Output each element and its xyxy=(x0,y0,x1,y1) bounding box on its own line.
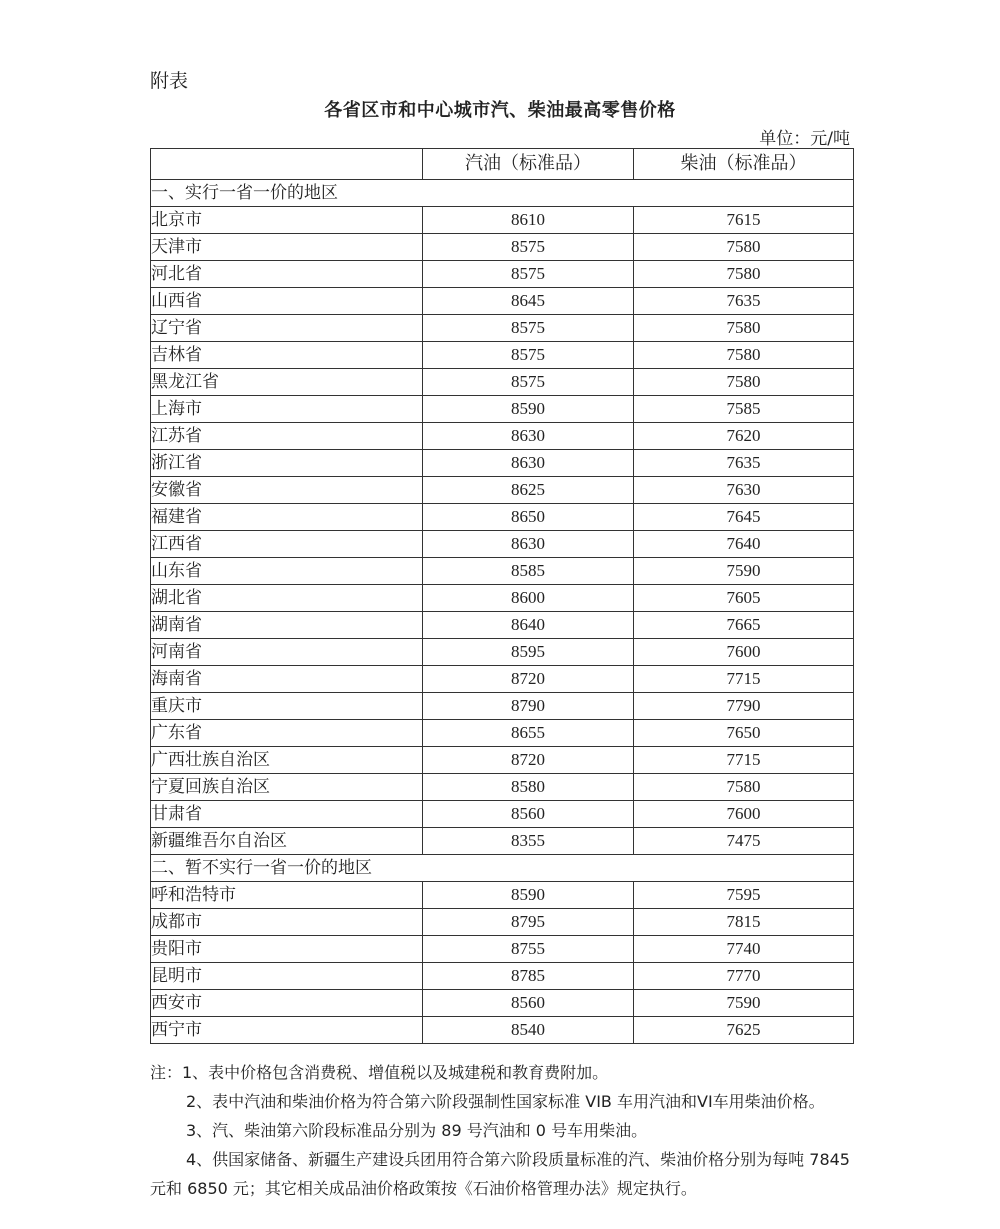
gasoline-price-cell: 8580 xyxy=(423,774,634,801)
region-cell: 山西省 xyxy=(151,288,423,315)
diesel-price-cell: 7475 xyxy=(634,828,854,855)
table-row xyxy=(151,639,854,666)
region-cell: 甘肃省 xyxy=(151,801,423,828)
diesel-price-cell: 7600 xyxy=(634,801,854,828)
region-cell: 新疆维吾尔自治区 xyxy=(151,828,423,855)
table-row xyxy=(151,234,854,261)
note-4: 4、供国家储备、新疆生产建设兵团用符合第六阶段质量标准的汽、柴油价格分别为每吨 7845 元和 6850 元；其它相关成品油价格政策按《石油价格管理办法》规定执行。 xyxy=(150,1150,850,1198)
diesel-price-cell: 7605 xyxy=(634,585,854,612)
table-row xyxy=(151,963,854,990)
gasoline-price-cell: 8785 xyxy=(423,963,634,990)
region-cell: 广西壮族自治区 xyxy=(151,747,423,774)
table-row xyxy=(151,450,854,477)
diesel-price-cell: 7580 xyxy=(634,369,854,396)
table-row xyxy=(151,828,854,855)
region-cell: 北京市 xyxy=(151,207,423,234)
diesel-price-cell: 7630 xyxy=(634,477,854,504)
diesel-price-cell: 7770 xyxy=(634,963,854,990)
region-cell: 福建省 xyxy=(151,504,423,531)
gasoline-price-cell: 8585 xyxy=(423,558,634,585)
region-cell: 浙江省 xyxy=(151,450,423,477)
region-cell: 山东省 xyxy=(151,558,423,585)
gasoline-price-cell: 8560 xyxy=(423,801,634,828)
diesel-price-cell: 7650 xyxy=(634,720,854,747)
gasoline-price-cell: 8560 xyxy=(423,990,634,1017)
diesel-price-cell: 7595 xyxy=(634,882,854,909)
table-row xyxy=(151,504,854,531)
diesel-price-cell: 7580 xyxy=(634,774,854,801)
region-cell: 西安市 xyxy=(151,990,423,1017)
diesel-price-cell: 7640 xyxy=(634,531,854,558)
table-row xyxy=(151,477,854,504)
appendix-label: 附表 xyxy=(150,70,189,92)
table-row xyxy=(151,585,854,612)
diesel-price-cell: 7790 xyxy=(634,693,854,720)
region-cell: 湖南省 xyxy=(151,612,423,639)
diesel-price-cell: 7635 xyxy=(634,450,854,477)
diesel-price-cell: 7715 xyxy=(634,747,854,774)
diesel-price-cell: 7590 xyxy=(634,558,854,585)
region-cell: 安徽省 xyxy=(151,477,423,504)
gasoline-price-cell: 8645 xyxy=(423,288,634,315)
diesel-price-cell: 7620 xyxy=(634,423,854,450)
region-cell: 海南省 xyxy=(151,666,423,693)
gasoline-price-cell: 8640 xyxy=(423,612,634,639)
table-body xyxy=(151,180,854,1044)
region-cell: 贵阳市 xyxy=(151,936,423,963)
gasoline-price-cell: 8575 xyxy=(423,342,634,369)
gasoline-price-cell: 8540 xyxy=(423,1017,634,1044)
region-cell: 重庆市 xyxy=(151,693,423,720)
table-row xyxy=(151,774,854,801)
table-row xyxy=(151,936,854,963)
diesel-price-cell: 7645 xyxy=(634,504,854,531)
table-row xyxy=(151,288,854,315)
diesel-price-cell: 7615 xyxy=(634,207,854,234)
table-row xyxy=(151,990,854,1017)
region-cell: 江苏省 xyxy=(151,423,423,450)
region-cell: 上海市 xyxy=(151,396,423,423)
header-diesel: 柴油（标准品） xyxy=(634,149,854,180)
table-header-row xyxy=(151,149,854,180)
table-row xyxy=(151,693,854,720)
table-row xyxy=(151,396,854,423)
region-cell: 成都市 xyxy=(151,909,423,936)
gasoline-price-cell: 8575 xyxy=(423,261,634,288)
diesel-price-cell: 7815 xyxy=(634,909,854,936)
region-cell: 黑龙江省 xyxy=(151,369,423,396)
table-row xyxy=(151,612,854,639)
section-row xyxy=(151,855,854,882)
diesel-price-cell: 7665 xyxy=(634,612,854,639)
region-cell: 西宁市 xyxy=(151,1017,423,1044)
gasoline-price-cell: 8575 xyxy=(423,369,634,396)
section-label: 二、暂不实行一省一价的地区 xyxy=(151,855,854,882)
note-2: 2、表中汽油和柴油价格为符合第六阶段强制性国家标准 VIB 车用汽油和VI车用柴油价格。 xyxy=(186,1092,825,1111)
gasoline-price-cell: 8630 xyxy=(423,531,634,558)
note-3: 3、汽、柴油第六阶段标准品分别为 89 号汽油和 0 号车用柴油。 xyxy=(186,1121,648,1140)
table-row xyxy=(151,531,854,558)
unit-label: 单位：元/吨 xyxy=(759,129,850,149)
diesel-price-cell: 7715 xyxy=(634,666,854,693)
note-1: 注：1、表中价格包含消费税、增值税以及城建税和教育费附加。 xyxy=(150,1063,609,1082)
gasoline-price-cell: 8610 xyxy=(423,207,634,234)
gasoline-price-cell: 8795 xyxy=(423,909,634,936)
region-cell: 辽宁省 xyxy=(151,315,423,342)
region-cell: 河北省 xyxy=(151,261,423,288)
header-region xyxy=(151,149,423,180)
gasoline-price-cell: 8655 xyxy=(423,720,634,747)
diesel-price-cell: 7600 xyxy=(634,639,854,666)
gasoline-price-cell: 8595 xyxy=(423,639,634,666)
notes xyxy=(150,1058,855,1203)
gasoline-price-cell: 8720 xyxy=(423,666,634,693)
diesel-price-cell: 7585 xyxy=(634,396,854,423)
table-row xyxy=(151,207,854,234)
document-title: 各省区市和中心城市汽、柴油最高零售价格 xyxy=(324,100,676,121)
diesel-price-cell: 7580 xyxy=(634,261,854,288)
gasoline-price-cell: 8630 xyxy=(423,423,634,450)
table-row xyxy=(151,882,854,909)
gasoline-price-cell: 8600 xyxy=(423,585,634,612)
diesel-price-cell: 7740 xyxy=(634,936,854,963)
table-row xyxy=(151,315,854,342)
gasoline-price-cell: 8755 xyxy=(423,936,634,963)
table-row xyxy=(151,666,854,693)
gasoline-price-cell: 8790 xyxy=(423,693,634,720)
region-cell: 昆明市 xyxy=(151,963,423,990)
table-row xyxy=(151,558,854,585)
table-row xyxy=(151,369,854,396)
region-cell: 天津市 xyxy=(151,234,423,261)
diesel-price-cell: 7625 xyxy=(634,1017,854,1044)
table-row xyxy=(151,342,854,369)
diesel-price-cell: 7580 xyxy=(634,342,854,369)
diesel-price-cell: 7590 xyxy=(634,990,854,1017)
diesel-price-cell: 7635 xyxy=(634,288,854,315)
section-row xyxy=(151,180,854,207)
gasoline-price-cell: 8575 xyxy=(423,234,634,261)
section-label: 一、实行一省一价的地区 xyxy=(151,180,854,207)
gasoline-price-cell: 8590 xyxy=(423,882,634,909)
table-row xyxy=(151,720,854,747)
table-row xyxy=(151,261,854,288)
gasoline-price-cell: 8590 xyxy=(423,396,634,423)
region-cell: 河南省 xyxy=(151,639,423,666)
table-row xyxy=(151,801,854,828)
region-cell: 广东省 xyxy=(151,720,423,747)
region-cell: 宁夏回族自治区 xyxy=(151,774,423,801)
gasoline-price-cell: 8720 xyxy=(423,747,634,774)
gasoline-price-cell: 8625 xyxy=(423,477,634,504)
region-cell: 江西省 xyxy=(151,531,423,558)
table-row xyxy=(151,747,854,774)
header-gasoline: 汽油（标准品） xyxy=(423,149,634,180)
table-row xyxy=(151,1017,854,1044)
table-row xyxy=(151,423,854,450)
gasoline-price-cell: 8355 xyxy=(423,828,634,855)
price-table xyxy=(150,148,854,1044)
gasoline-price-cell: 8575 xyxy=(423,315,634,342)
region-cell: 吉林省 xyxy=(151,342,423,369)
gasoline-price-cell: 8650 xyxy=(423,504,634,531)
region-cell: 呼和浩特市 xyxy=(151,882,423,909)
region-cell: 湖北省 xyxy=(151,585,423,612)
diesel-price-cell: 7580 xyxy=(634,315,854,342)
diesel-price-cell: 7580 xyxy=(634,234,854,261)
gasoline-price-cell: 8630 xyxy=(423,450,634,477)
table-row xyxy=(151,909,854,936)
